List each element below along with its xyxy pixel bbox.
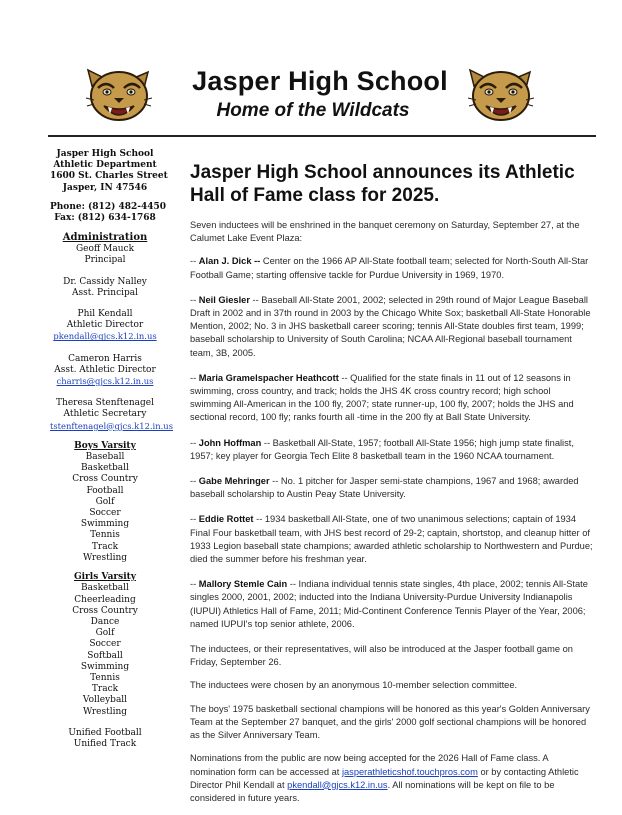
staff-title: Principal <box>84 255 126 266</box>
inductee-name: John Hoffman <box>198 437 262 448</box>
inductee-bio: -- Qualified for the state finals in 11 out of 12 seasons in swimming, cross country, and track; holds the JHS 4K cross country record; high school swimming All-American in the 100 fly, 2007; state runner-up, 100 fly, 2007; holds the JHS and sectional record, 100 fly; ranks fourth all -time in the 200 fly at Ball State University. <box>190 372 574 423</box>
inductee-name: Maria Gramelspacher Heathcott <box>198 372 339 383</box>
staff-name: Geoff Mauck <box>75 244 135 255</box>
inductee-name: Neil Giesler <box>198 294 250 305</box>
hall-of-fame-website-link[interactable]: jasperathleticshof.touchpros.com <box>341 766 478 777</box>
football-game-paragraph: The inductees, or their representatives, will also be introduced at the Jasper football game on Friday, September 26. <box>190 644 573 668</box>
sport-item: Tennis <box>90 530 120 541</box>
sport-item: Volleyball <box>82 695 128 706</box>
inductee-name: Gabe Mehringer <box>198 476 270 487</box>
sport-item: Basketball <box>81 583 129 594</box>
inductee-entry: -- Mallory Stemle Cain -- Indiana individual tennis state singles, 4th place, 2002; tennis All-State singles 2000, 2001, 2002; inducted into the Indiana University-Purdue University Indianapolis (IUPUI) Athletics Hall of Fame, 2011; Mid-Continent Conference Tennis Player of the Year, 2006; named IUPUI's top senior athlete, 2006. <box>190 579 588 629</box>
sport-item: Softball <box>87 650 123 661</box>
address-school: Jasper High School <box>56 149 154 159</box>
anniversary-paragraph: The boys' 1975 basketball sectional champions will be honored as this year's Golden Anniversary Team at the September 27 banquet, and the girls' 2000 golf sectional champions will be honored as the Silver Anniversary Team. <box>190 703 590 741</box>
athletic-director-email-link[interactable]: pkendall@gjcs.k12.in.us <box>53 331 157 342</box>
inductee-bio: -- Indiana individual tennis state singles, 4th place, 2002; tennis All-State singles 2000, 2001, 2002; inducted into the Indiana University-Purdue University Indianapolis (IUPUI) Athletics Hall of Fame, 2011; Mid-Continent Conference Tennis Player of the Year, 2006; named IUPUI's top senior athlete, 2006. <box>190 579 588 629</box>
inductee-entry: -- Gabe Mehringer -- No. 1 pitcher for Jasper semi-state champions, 1967 and 1968; awarded baseball scholarship to Austin Peay State University. <box>190 476 579 500</box>
school-name: Jasper High School <box>192 66 448 96</box>
unified-sport-item: Unified Track <box>73 738 137 749</box>
athletic-director-email-link[interactable]: pkendall@gjcs.k12.in.us <box>287 779 388 790</box>
sport-item: Dance <box>90 616 120 627</box>
asst-director-email-link[interactable]: charris@gjcs.k12.in.us <box>56 376 154 387</box>
inductee-entry: -- Neil Giesler -- Baseball All-State 2001, 2002; selected in 29th round of Major League Baseball Draft in 2002 and in 37th round in 2003 by the Chicago White Sox; basketball All-State Honorable Mention, 2002; No. 3 in JHS basketball career scoring; tennis All-State doubles first team, 1999; baseball scholarship to University of South Carolina; NCAA All-Regional baseball tournament team, 3B, 2005. <box>190 294 591 358</box>
sport-item: Tennis <box>90 672 120 683</box>
sport-item: Basketball <box>81 463 129 474</box>
sport-item: Cross Country <box>72 474 138 485</box>
staff-title: Asst. Principal <box>71 287 139 298</box>
address-street: 1600 St. Charles Street <box>50 171 168 182</box>
sport-item: Soccer <box>89 508 121 519</box>
sport-item: Football <box>86 485 124 496</box>
wildcat-logo-right <box>466 66 536 128</box>
sport-item: Wrestling <box>82 706 128 717</box>
sport-item: Track <box>91 684 119 695</box>
committee-paragraph: The inductees were chosen by an anonymous 10-member selection committee. <box>190 680 518 691</box>
sport-item: Golf <box>95 496 115 507</box>
boys-sports-list <box>50 452 160 564</box>
unified-sport-item: Unified Football <box>68 727 142 738</box>
sport-item: Wrestling <box>82 552 128 563</box>
inductee-entry: -- John Hoffman -- Basketball All-State, 1957; football All-State 1956; high jump state finalist, 1957; key player for Georgia Tech Elite 8 basketball team in the 1960 NCAA tournament. <box>190 437 574 461</box>
header-divider <box>48 135 596 137</box>
inductee-bio: -- 1934 basketball All-State, one of two unanimous selections; captain of 1934 Final Four basketball team, with JHS best record of 29-2; captain, shortstop, and cleanup hitter of 1933 Legion baseball state champions; awarded athletic scholarship to Northwestern and Purdue; died the summer before his freshman year. <box>190 514 593 565</box>
inductee-name: Mallory Stemle Cain <box>198 579 288 590</box>
address-city: Jasper, IN 47546 <box>62 182 148 193</box>
nominations-text-2: or by contacting Athletic Director Phil Kendall at <box>190 766 579 790</box>
sport-item: Soccer <box>89 639 121 650</box>
department-address <box>50 149 168 224</box>
girls-sports-list <box>50 583 160 717</box>
staff-name: Phil Kendall <box>77 309 133 320</box>
fax-number: Fax: (812) 634-1768 <box>54 213 156 224</box>
press-release <box>190 161 594 815</box>
staff-title: Athletic Director <box>66 320 144 331</box>
inductee-bio: -- Basketball All-State, 1957; football All-State 1956; high jump state finalist, 1957; key player for Georgia Tech Elite 8 basketball team in the 1960 NCAA tournament. <box>190 437 574 461</box>
sidebar <box>50 149 173 750</box>
headline: Jasper High School announces its Athletic Hall of Fame class for 2025. <box>190 162 575 206</box>
inductee-name: Eddie Rottet <box>198 514 254 525</box>
wildcat-head-icon <box>86 70 152 120</box>
letterhead <box>0 0 622 140</box>
sport-item: Cheerleading <box>74 594 136 605</box>
sport-item: Swimming <box>80 661 130 672</box>
phone-number: Phone: (812) 482-4450 <box>50 201 167 212</box>
staff-title: Athletic Secretary <box>63 409 147 420</box>
wildcat-head-icon <box>468 70 534 120</box>
inductee-bio: -- Baseball All-State 2001, 2002; selected in 29th round of Major League Baseball Draft in 2002 and in 37th round in 2003 by the Chicago White Sox; basketball All-State Honorable Mention, 2002; No. 3 in JHS basketball career scoring; tennis All-State doubles first team, 1999; baseball scholarship to University of South Carolina; NCAA All-Regional baseball tournament team, 3B, 2005. <box>190 294 591 358</box>
administration-heading: Administration <box>62 232 148 244</box>
secretary-email-link[interactable]: tstenftenagel@gjcs.k12.in.us <box>50 420 173 431</box>
staff-title: Asst. Athletic Director <box>54 364 156 375</box>
sport-item: Cross Country <box>72 605 138 616</box>
school-tagline: Home of the Wildcats <box>216 100 410 121</box>
staff-name: Dr. Cassidy Nalley <box>63 276 147 287</box>
sport-item: Swimming <box>80 519 130 530</box>
nominations-text-1: Nominations from the public are now being accepted for the 2026 Hall of Fame class. A nomination form can be accessed at <box>190 753 549 777</box>
wildcat-logo-left <box>84 66 154 128</box>
inductee-entry: -- Maria Gramelspacher Heathcott -- Qualified for the state finals in 11 out of 12 seasons in swimming, cross country, and track; holds the JHS 4K cross country record; high school swimming All-American in the 100 fly, 2007; state runner-up, 100 fly, 2007; holds the JHS and sectional record, 100 fly; ranks fourth all -time in the 200 fly at Ball State University. <box>190 372 574 423</box>
sport-item: Baseball <box>85 452 125 463</box>
inductee-name: Alan J. Dick -- <box>198 256 261 267</box>
staff-name: Cameron Harris <box>68 353 142 364</box>
inductee-entry: -- Alan J. Dick -- Center on the 1966 AP All-State football team; selected for North-South All-Star Football Game; starting offensive tackle for Purdue University in 1969, 1970. <box>190 256 589 280</box>
sport-item: Golf <box>95 628 115 639</box>
sport-item: Track <box>91 541 119 552</box>
nominations-paragraph <box>190 752 594 805</box>
boys-varsity-heading: Boys Varsity <box>74 440 136 451</box>
inductee-entry: -- Eddie Rottet -- 1934 basketball All-State, one of two unanimous selections; captain of 1934 Final Four basketball team, with JHS best record of 29-2; captain, shortstop, and cleanup hitter of 1933 Legion baseball state champions; awarded athletic scholarship to Northwestern and Purdue; died the summer before his freshman year. <box>190 514 593 565</box>
intro-paragraph: Seven inductees will be enshrined in the banquet ceremony on Saturday, September 27, at the Calumet Lake Event Plaza: <box>190 220 580 244</box>
girls-varsity-heading: Girls Varsity <box>73 572 137 583</box>
nominations-text-3: . All nominations will be kept on file to be considered in future years. <box>190 779 555 803</box>
staff-name: Theresa Stenftenagel <box>56 398 154 409</box>
inductee-bio: Center on the 1966 AP All-State football team; selected for North-South All-Star Football Game; starting offensive tackle for Purdue University in 1969, 1970. <box>190 256 589 280</box>
address-dept: Athletic Department <box>53 160 157 171</box>
inductee-bio: -- No. 1 pitcher for Jasper semi-state champions, 1967 and 1968; awarded baseball scholarship to Austin Peay State University. <box>190 476 579 500</box>
